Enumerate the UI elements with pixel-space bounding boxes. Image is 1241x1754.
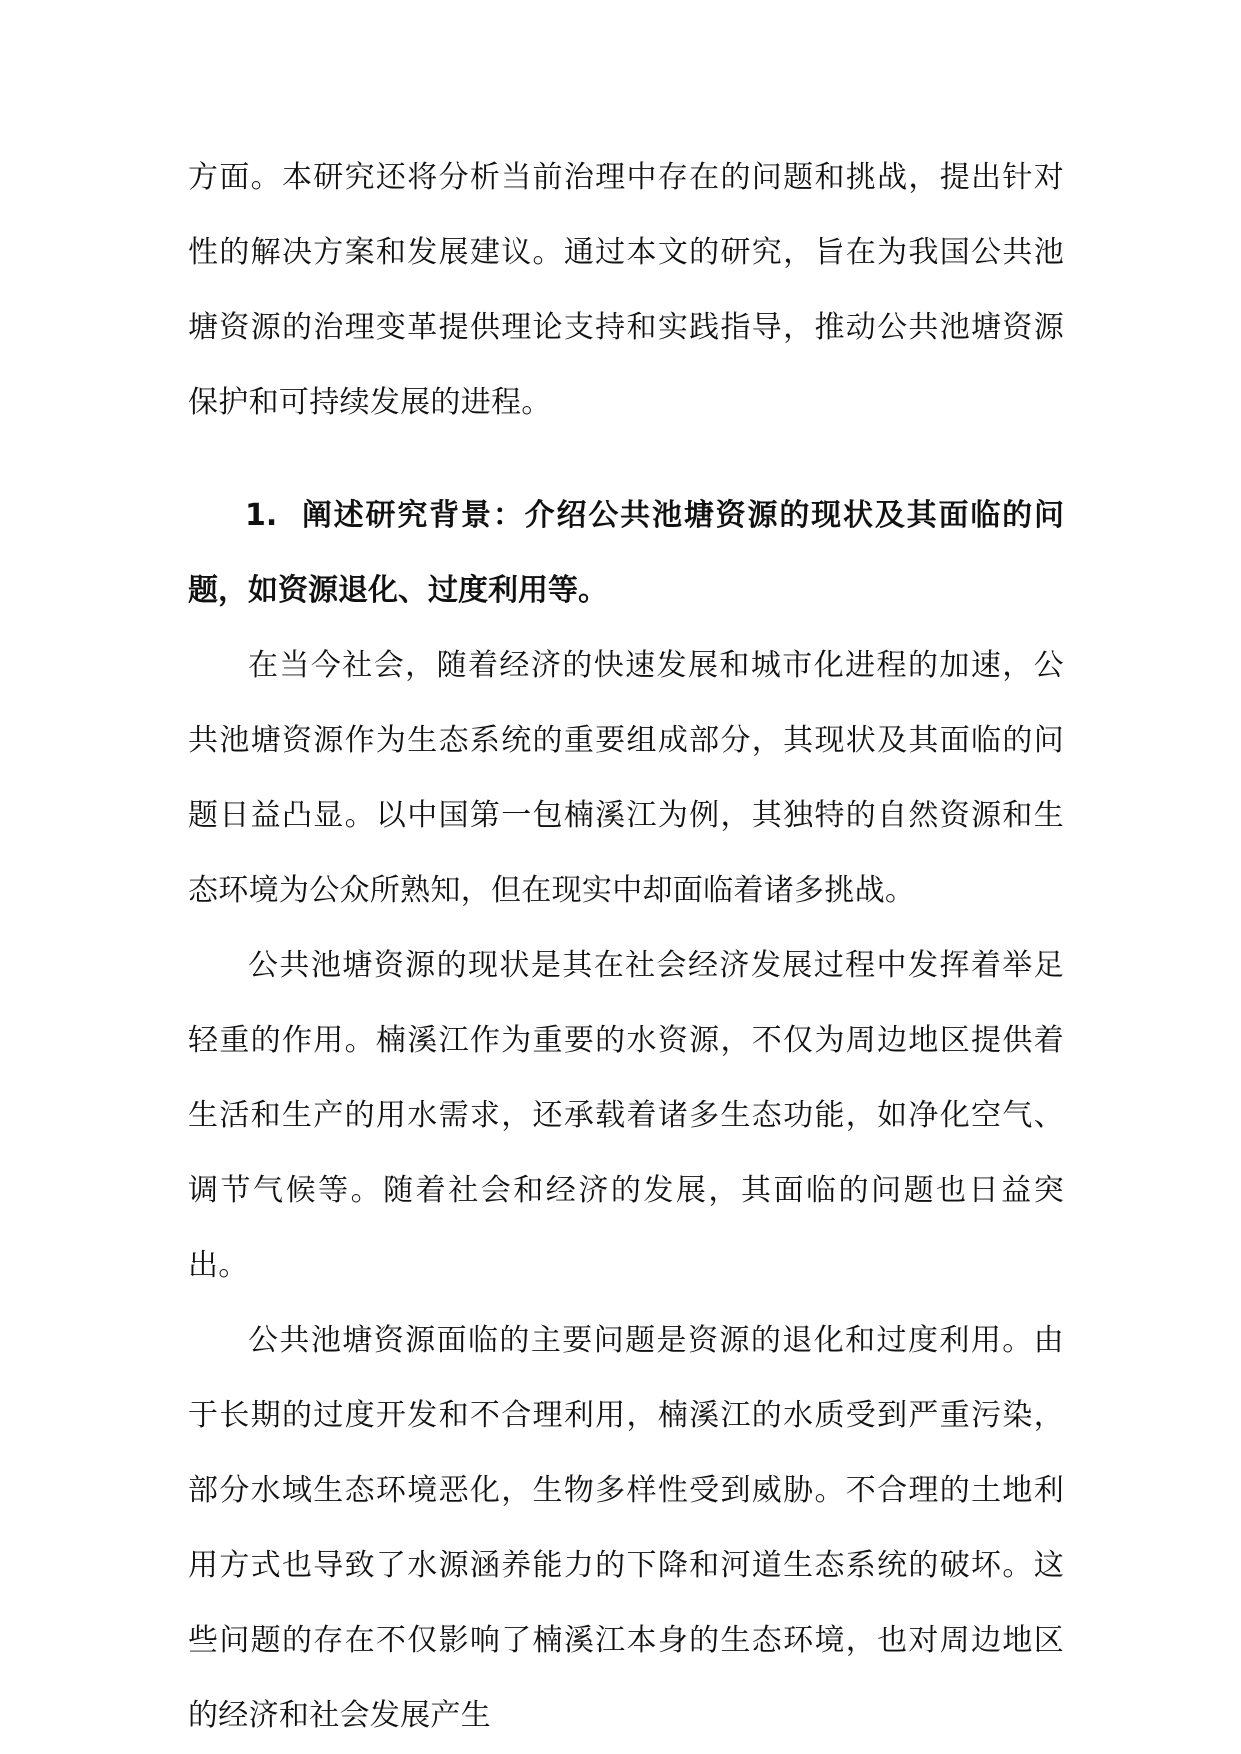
paragraph-main-problems: 公共池塘资源面临的主要问题是资源的退化和过度利用。由于长期的过度开发和不合理利用，楠溪江的水质受到严重污染，部分水域生态环境恶化，生物多样性受到威胁。不合理的土地利用方式也导致了水源涵养能力的下降和河道生态系统的破坏。这些问题的存在不仅影响了楠溪江本身的生态环境，也对周边地区的经济和社会发展产生 (188, 1323, 1064, 1733)
section-heading (188, 478, 1064, 628)
paragraph-continued: 方面。本研究还将分析当前治理中存在的问题和挑战，提出针对性的解决方案和发展建议。通过本文的研究，旨在为我国公共池塘资源的治理变革提供理论支持和实践指导，推动公共池塘资源保护和可持续发展的进程。 (188, 160, 1064, 420)
paragraph-resource-status: 公共池塘资源的现状是其在社会经济发展过程中发挥着举足轻重的作用。楠溪江作为重要的水资源，不仅为周边地区提供着生活和生产的用水需求，还承载着诸多生态功能，如净化空气、调节气候等。随着社会和经济的发展，其面临的问题也日益突出。 (188, 948, 1064, 1283)
paragraph-background-intro: 在当今社会，随着经济的快速发展和城市化进程的加速，公共池塘资源作为生态系统的重要组成部分，其现状及其面临的问题日益凸显。以中国第一包楠溪江为例，其独特的自然资源和生态环境为公众所熟知，但在现实中却面临着诸多挑战。 (188, 648, 1064, 908)
section-number: 1. (245, 498, 278, 533)
document-body (188, 140, 1064, 1753)
section-heading-text: 阐述研究背景：介绍公共池塘资源的现状及其面临的问题，如资源退化、过度利用等。 (188, 498, 1065, 608)
section-number-gap (277, 498, 302, 533)
